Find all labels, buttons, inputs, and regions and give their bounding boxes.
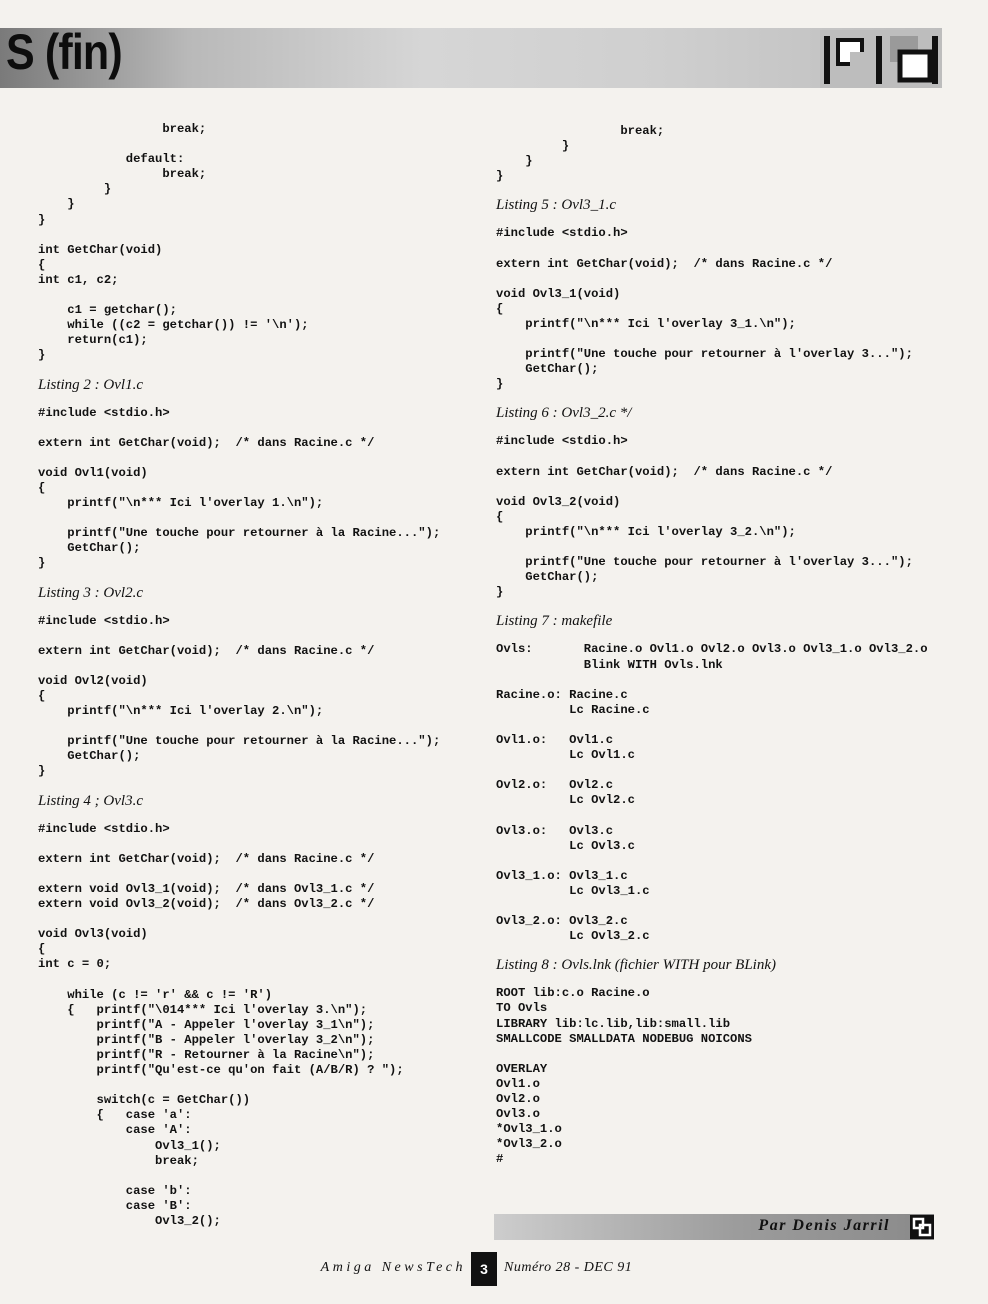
- code-listing-7: Ovls: Racine.o Ovl1.o Ovl2.o Ovl3.o Ovl3_1.o Ovl3_2.o Blink WITH Ovls.lnk Racine.o: Racine.c Lc Racine.c Ovl1.o: Ovl1.c Lc Ovl1.c Ovl2.o: Ovl2.c Lc Ovl2.c Ovl3.o: Ovl3.c Lc Ovl3.c Ovl3_1.o: Ovl3_1.c Lc Ovl3_1.c Ovl3_2.o: Ovl3_2.c Lc Ovl3_2.c: [496, 642, 928, 944]
- header-band: [0, 28, 942, 88]
- code-listing-5: #include <stdio.h> extern int GetChar(void); /* dans Racine.c */ void Ovl3_1(void) { printf("\n*** Ici l'overlay 3_1.\n"); printf("Une touche pour retourner à l'overlay 3..."); GetChar(); }: [496, 226, 913, 392]
- page-footer: [0, 1252, 988, 1286]
- listing-5-caption: Listing 5 : Ovl3_1.c: [496, 197, 616, 214]
- listing-8-caption: Listing 8 : Ovls.lnk (fichier WITH pour BLink): [496, 957, 776, 974]
- code-listing-6: #include <stdio.h> extern int GetChar(void); /* dans Racine.c */ void Ovl3_2(void) { printf("\n*** Ici l'overlay 3_2.\n"); printf("Une touche pour retourner à l'overlay 3..."); GetChar(); }: [496, 434, 913, 600]
- listing-6-caption: Listing 6 : Ovl3_2.c */: [496, 405, 632, 422]
- listing-2-caption: Listing 2 : Ovl1.c: [38, 376, 143, 393]
- right-column: [496, 124, 966, 1167]
- byline-logo-icon: [910, 1215, 934, 1239]
- code-listing-1-end: break; default: break; } } } int GetChar(void) { int c1, c2; c1 = getchar(); while ((c2 = getchar()) != '\n'); return(c1); }: [38, 122, 309, 363]
- code-listing-3: #include <stdio.h> extern int GetChar(void); /* dans Racine.c */ void Ovl2(void) { printf("\n*** Ici l'overlay 2.\n"); printf("Une touche pour retourner à la Racine..."); GetChar(); }: [38, 613, 441, 779]
- page-number: 3: [471, 1252, 497, 1286]
- code-listing-4-end: break; } } }: [496, 124, 665, 184]
- code-listing-4: #include <stdio.h> extern int GetChar(void); /* dans Racine.c */ extern void Ovl3_1(void); /* dans Ovl3_1.c */ extern void Ovl3_2(void); /* dans Ovl3_2.c */ void Ovl3(void) { int c = 0; while (c != 'r' && c != 'R') { printf("\014*** Ici l'overlay 3.\n"); printf("A - Appeler l'overlay 3_1\n"); printf("B - Appeler l'overlay 3_2\n"); printf("R - Retourner à la Racine\n"); printf("Qu'est-ce qu'on fait (A/B/R) ? "); switch(c = GetChar()) { case 'a': case 'A': Ovl3_1(); break; case 'b': case 'B': Ovl3_2();: [38, 821, 404, 1228]
- author-byline: Par Denis Jarril: [758, 1217, 890, 1234]
- listing-3-caption: Listing 3 : Ovl2.c: [38, 584, 143, 601]
- page-title: S (fin): [6, 24, 122, 80]
- issue-info: Numéro 28 - DEC 91: [504, 1260, 633, 1275]
- left-column: [38, 122, 478, 1229]
- code-listing-2: #include <stdio.h> extern int GetChar(void); /* dans Racine.c */ void Ovl1(void) { printf("\n*** Ici l'overlay 1.\n"); printf("Une touche pour retourner à la Racine..."); GetChar(); }: [38, 405, 441, 571]
- byline-bar: [494, 1214, 934, 1240]
- magazine-name: Amiga NewsTech: [320, 1260, 466, 1275]
- code-listing-8: ROOT lib:c.o Racine.o TO Ovls LIBRARY lib:lc.lib,lib:small.lib SMALLCODE SMALLDATA NODEBUG NOICONS OVERLAY Ovl1.o Ovl2.o Ovl3.o *Ovl3_1.o *Ovl3_2.o #: [496, 986, 752, 1167]
- listing-4-caption: Listing 4 ; Ovl3.c: [38, 792, 143, 809]
- magazine-logo-icon: [820, 30, 940, 88]
- listing-7-caption: Listing 7 : makefile: [496, 613, 613, 630]
